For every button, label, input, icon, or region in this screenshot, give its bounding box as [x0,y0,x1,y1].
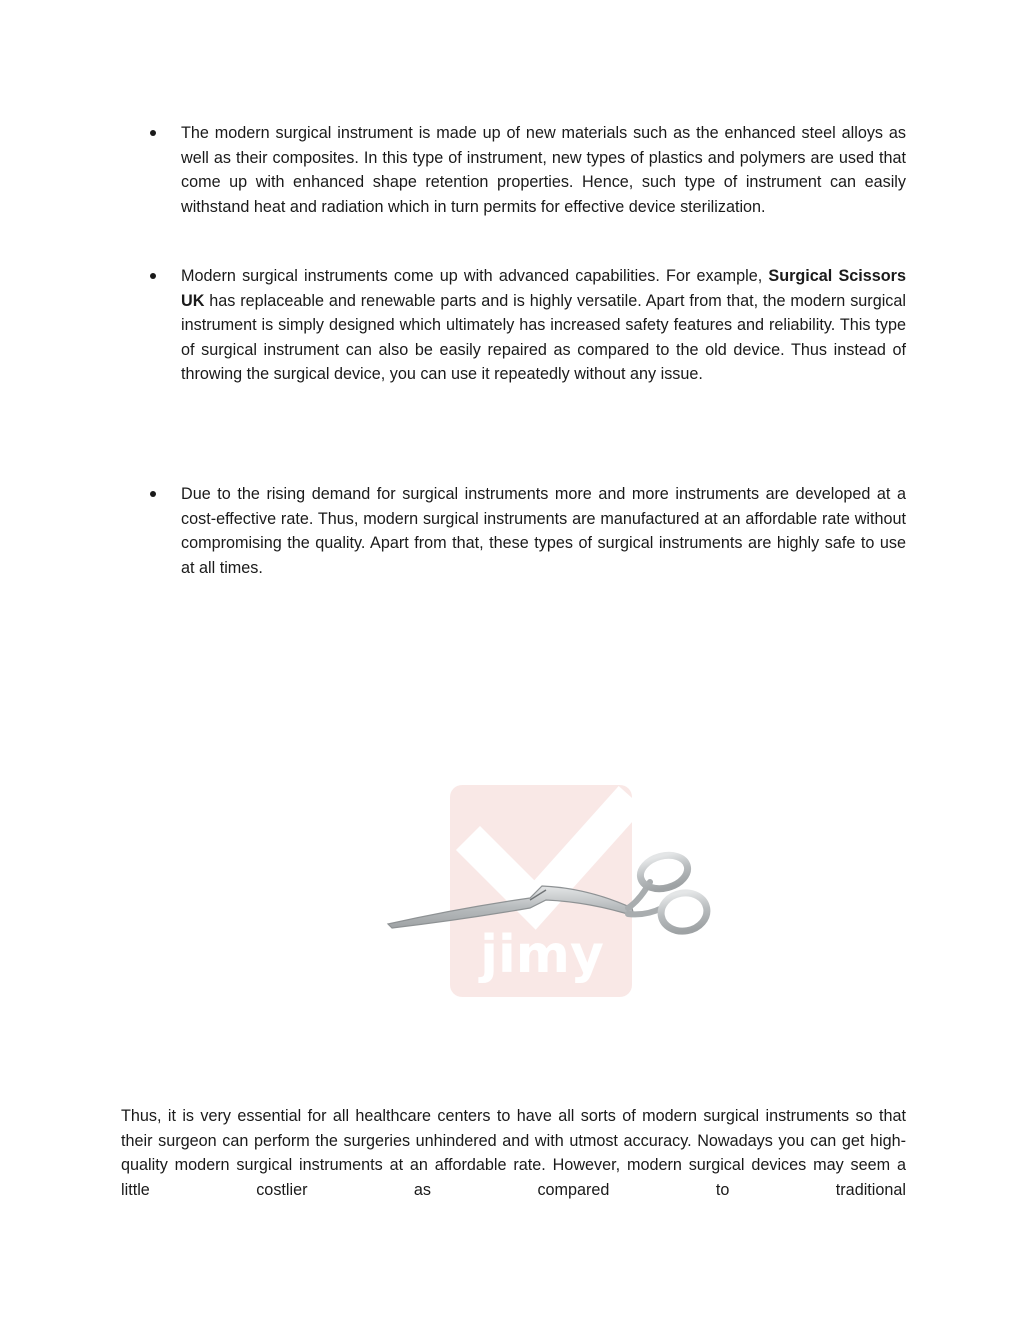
bullet-text-lead: Modern surgical instruments come up with advanced capabilities. For example, [181,267,769,285]
surgical-scissors-icon [370,740,730,1080]
bullet-text-tail: has replaceable and renewable parts and is highly versatile. Apart from that, the modern surgical instrument is simply designed which ultimately has increased safety features and reliability. This type of surgical instrument can also be easily repaired as compared to the old device. Thus instead of throwing the surgical device, you can use it repeatedly without any issue. [181,291,906,384]
bullet-text-capabilities [181,264,906,387]
bullet-icon [150,491,156,497]
bullet-icon [150,273,156,279]
scissors-finger-ring [658,889,710,934]
watermark-text: jimy [480,925,604,985]
bullet-text-materials: The modern surgical instrument is made up of new materials such as the enhanced steel alloys as well as their composites. In this type of instrument, new types of plastics and polymers are used that come up with enhanced shape retention properties. Hence, such type of instrument can easily withstand heat and radiation which in turn permits for effective device sterilization. [181,124,906,216]
product-link-text: Surgical Scissors UK [181,267,906,310]
scissors-finger-ring [637,850,692,893]
bullet-icon [150,130,156,136]
product-image [370,740,730,1080]
conclusion-paragraph: Thus, it is very essential for all healthcare centers to have all sorts of modern surgical instruments so that their surgeon can perform the surgeries unhindered and with utmost accuracy. Nowadays you can get high-quality modern surgical instruments at an affordable rate. However, modern surgical devices may seem a little costlier as compared to traditional [121,1107,906,1199]
bullet-text-affordability: Due to the rising demand for surgical instruments more and more instruments are developed at a cost-effective rate. Thus, modern surgical instruments are manufactured at an affordable rate without compromising the quality. Apart from that, these types of surgical instruments are highly safe to use at all times. [181,485,906,577]
